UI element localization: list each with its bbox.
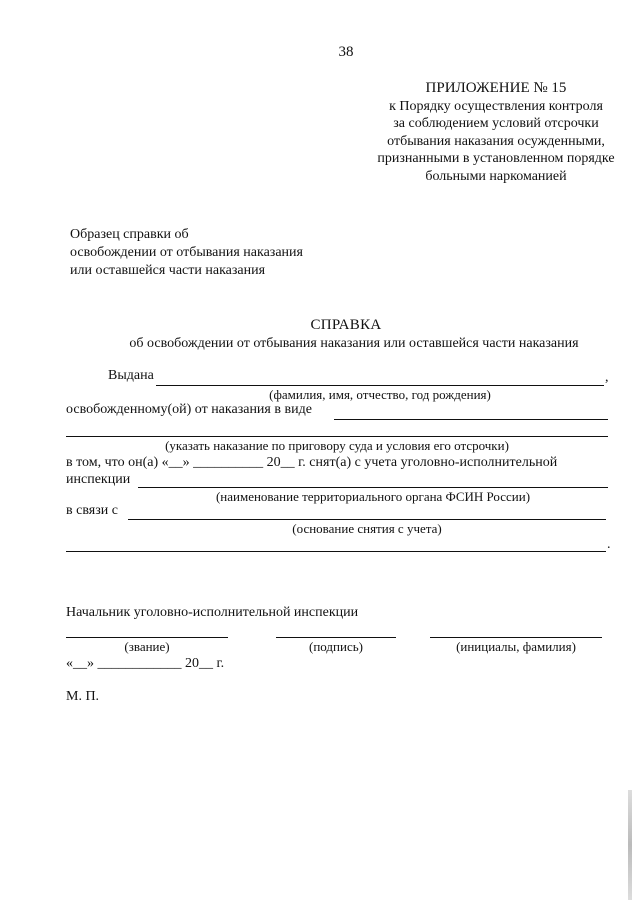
sign-hint: (подпись) <box>309 639 363 654</box>
sample-label <box>70 226 370 280</box>
issued-hint: (фамилия, имя, отчество, год рождения) <box>269 387 491 402</box>
reason-extra-line <box>66 551 606 552</box>
issued-field-line <box>156 385 604 386</box>
signature-date-line: «__» ____________ 20__ г. <box>66 656 225 671</box>
appendix-line: признанными в установленном порядке <box>377 151 615 166</box>
certificate-title: СПРАВКА <box>310 317 382 333</box>
issued-label: Выдана <box>108 368 154 383</box>
punishment-hint: (указать наказание по приговору суда и условия его отсрочки) <box>165 438 509 453</box>
appendix-title: ПРИЛОЖЕНИЕ № 15 <box>425 80 567 96</box>
stamp-placeholder: М. П. <box>66 689 100 704</box>
appendix-line: за соблюдением условий отсрочки <box>393 116 599 131</box>
reason-period: . <box>607 537 611 552</box>
appendix-line: больными наркоманией <box>425 168 567 184</box>
reason-label: в связи с <box>66 503 118 518</box>
scan-edge-shadow <box>628 790 632 900</box>
name-line <box>430 637 602 638</box>
inspection-field-line <box>138 487 608 488</box>
rank-line <box>66 637 228 638</box>
reason-field-line <box>128 519 606 520</box>
appendix-block <box>360 80 632 185</box>
certificate-subtitle: об освобождении от отбывания наказания или оставшейся части наказания <box>129 336 579 351</box>
rank-hint: (звание) <box>124 639 170 654</box>
sample-label-line: освобождении от отбывания наказания <box>70 245 303 260</box>
punishment-field-line <box>66 436 608 437</box>
appendix-line: отбывания наказания осужденными, <box>387 133 605 149</box>
released-field-line <box>334 419 608 420</box>
head-title: Начальник уголовно-исполнительной инспекции <box>66 605 359 620</box>
issued-comma: , <box>605 370 609 385</box>
removal-date-line: в том, что он(а) «__» __________ 20__ г. снят(а) с учета уголовно-исполнительной <box>66 455 558 470</box>
sample-label-line: Образец справки об <box>70 227 189 242</box>
sample-label-line: или оставшейся части наказания <box>70 263 266 278</box>
inspection-hint: (наименование территориального органа ФСИН России) <box>215 489 531 504</box>
inspection-label: инспекции <box>66 472 131 487</box>
appendix-line: к Порядку осуществления контроля <box>389 98 603 114</box>
sign-line <box>276 637 396 638</box>
released-label: освобожденному(ой) от наказания в виде <box>66 402 312 417</box>
reason-hint: (основание снятия с учета) <box>292 521 442 536</box>
page-number: 38 <box>338 44 354 60</box>
name-hint: (инициалы, фамилия) <box>456 639 576 654</box>
